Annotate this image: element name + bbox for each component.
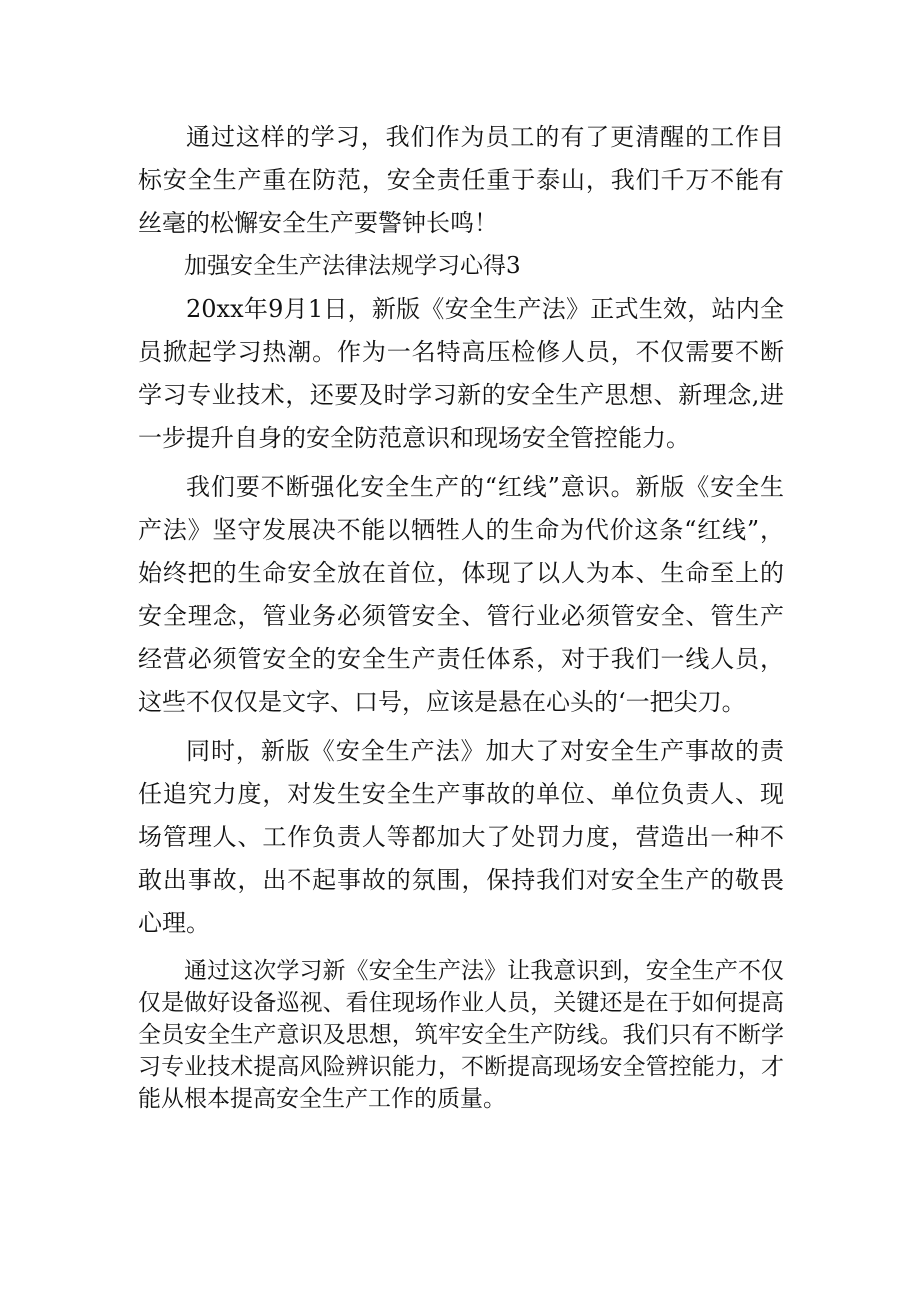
paragraph-accountability: 同时，新版《安全生产法》加大了对安全生产事故的责任追究力度，对发生安全生产事故的单位、单位负责人、现场管理人、工作负责人等都加大了处罚力度，营造出一种不敢出事故，出不起事故的氛围，保持我们对安全生产的敬畏心理。 <box>138 737 784 937</box>
paragraph-conclusion: 通过这次学习新《安全生产法》让我意识到，安全生产不仅仅是做好设备巡视、看住现场作业人员，关键还是在于如何提高全员安全生产意识及思想，筑牢安全生产防线。我们只有不断学习专业技术提高风险辨识能力，不断提高现场安全管控能力，才能从根本提高安全生产工作的质量。 <box>138 958 784 1112</box>
paragraph-red-line: 我们要不断强化安全生产的“红线”意识。新版《安全生产法》坚守发展决不能以牺牲人的生命为代价这条“红线”，始终把的生命安全放在首位，体现了以人为本、生命至上的安全理念，管业务必须管安全、管行业必须管安全、管生产经营必须管安全的安全生产责任体系，对于我们一线人员，这些不仅仅是文字、口号，应该是悬在心头的‘一把尖刀。 <box>138 473 784 716</box>
document-body <box>138 116 784 1138</box>
paragraph-intro: 通过这样的学习，我们作为员工的有了更清醒的工作目标安全生产重在防范，安全责任重于泰山，我们千万不能有丝毫的松懈安全生产要警钟长鸣！ <box>138 123 784 237</box>
section-heading: 加强安全生产法律法规学习心得3 <box>184 253 521 279</box>
paragraph-law-effective: 20xx年9月1日，新版《安全生产法》正式生效，站内全员掀起学习热潮。作为一名特高压检修人员，不仅需要不断学习专业技术，还要及时学习新的安全生产思想、新理念,进一步提升自身的安全防范意识和现场安全管控能力。 <box>138 295 784 452</box>
